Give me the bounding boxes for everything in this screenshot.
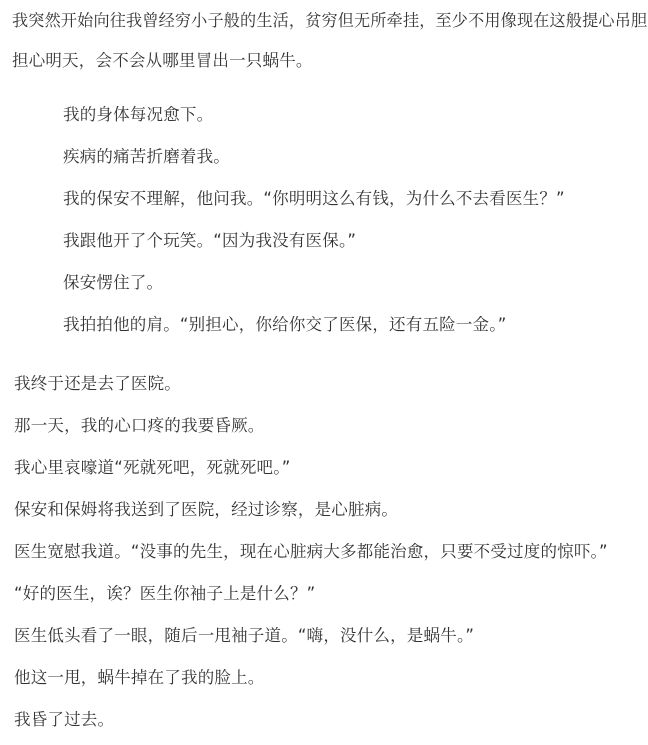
story-line-4: 保安和保姆将我送到了医院，经过诊察，是心脏病。 <box>14 500 399 519</box>
passage-line-1: 我的身体每况愈下。 <box>63 105 214 124</box>
story-line-1: 我终于还是去了医院。 <box>14 374 181 393</box>
passage-line-4: 我跟他开了个玩笑。“因为我没有医保。” <box>63 231 357 250</box>
passage-line-5: 保安愣住了。 <box>63 273 164 292</box>
intro-line-1: 我突然开始向往我曾经穷小子般的生活，贫穷但无所牵挂，至少不用像现在这般提心吊胆 <box>12 11 648 30</box>
story-line-2: 那一天，我的心口疼的我要昏厥。 <box>14 416 265 435</box>
intro-line-2: 担心明天，会不会从哪里冒出一只蜗牛。 <box>12 51 313 70</box>
story-line-8: 他这一甩，蜗牛掉在了我的脸上。 <box>14 668 265 687</box>
story-line-7: 医生低头看了一眼，随后一甩袖子道。“嗨，没什么，是蜗牛。” <box>14 626 475 645</box>
story-line-3: 我心里哀嚎道“死就死吧，死就死吧。” <box>14 458 291 477</box>
story-line-5: 医生宽慰我道。“没事的先生，现在心脏病大多都能治愈，只要不受过度的惊吓。” <box>14 542 608 561</box>
story-line-6: “好的医生，诶？医生你袖子上是什么？” <box>14 584 316 603</box>
passage-line-2: 疾病的痛苦折磨着我。 <box>63 147 230 166</box>
passage-line-6: 我拍拍他的肩。“别担心，你给你交了医保，还有五险一金。” <box>63 315 507 334</box>
passage-line-3: 我的保安不理解，他问我。“你明明这么有钱，为什么不去看医生？” <box>63 189 565 208</box>
story-line-9: 我昏了过去。 <box>14 710 115 729</box>
